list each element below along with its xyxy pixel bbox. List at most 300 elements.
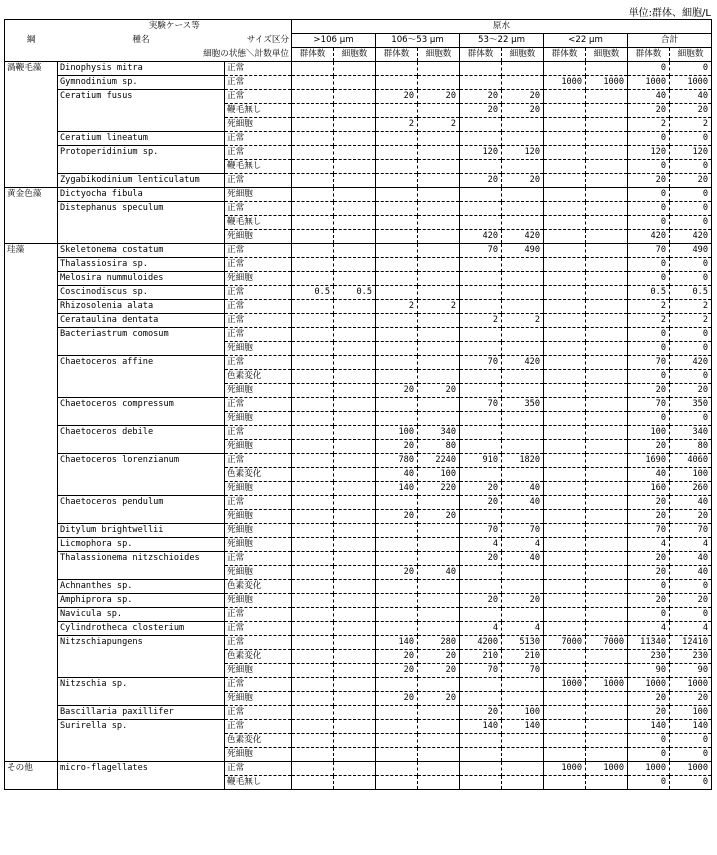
value-cell: [292, 356, 334, 370]
value-cell: [334, 622, 376, 636]
state-cell: 正常: [225, 258, 292, 272]
species-cell: Bascillaria paxillifer: [58, 706, 225, 720]
value-cell: 20: [418, 510, 460, 524]
value-cell: 210: [460, 650, 502, 664]
value-cell: [418, 412, 460, 426]
class-cell: [5, 664, 58, 678]
value-cell: 20: [502, 174, 544, 188]
value-cell: 20: [628, 594, 670, 608]
value-cell: [334, 90, 376, 104]
species-cell: [58, 776, 225, 790]
value-cell: [460, 188, 502, 202]
table-row: [5, 104, 712, 118]
species-cell: Surirella sp.: [58, 720, 225, 734]
value-cell: [502, 370, 544, 384]
value-cell: 20: [418, 650, 460, 664]
value-cell: 20: [628, 706, 670, 720]
value-cell: [334, 258, 376, 272]
value-cell: [502, 76, 544, 90]
value-cell: 0: [670, 734, 712, 748]
raw-water-label: 原水: [292, 20, 712, 34]
state-cell: 色素変化: [225, 468, 292, 482]
class-cell: [5, 692, 58, 706]
class-cell: [5, 426, 58, 440]
class-cell: [5, 314, 58, 328]
class-cell: [5, 552, 58, 566]
value-cell: [460, 328, 502, 342]
value-cell: 20: [418, 90, 460, 104]
value-cell: [292, 594, 334, 608]
value-cell: [544, 118, 586, 132]
value-cell: 140: [670, 720, 712, 734]
value-cell: 0: [670, 216, 712, 230]
value-cell: [586, 538, 628, 552]
value-cell: [586, 552, 628, 566]
value-cell: [586, 468, 628, 482]
value-cell: [418, 734, 460, 748]
value-cell: 100: [418, 468, 460, 482]
value-cell: [334, 356, 376, 370]
unit-header: 細胞数: [418, 48, 460, 62]
value-cell: 0: [628, 160, 670, 174]
class-cell: [5, 720, 58, 734]
species-cell: micro-flagellates: [58, 762, 225, 776]
state-cell: 正常: [225, 174, 292, 188]
value-cell: 0: [670, 776, 712, 790]
value-cell: [334, 76, 376, 90]
value-cell: [376, 412, 418, 426]
class-cell: [5, 468, 58, 482]
value-cell: 20: [628, 510, 670, 524]
state-cell: 正常: [225, 202, 292, 216]
table-row: [5, 202, 712, 216]
value-cell: [334, 538, 376, 552]
value-cell: [376, 188, 418, 202]
value-cell: [460, 566, 502, 580]
table-row: [5, 552, 712, 566]
value-cell: 0: [628, 216, 670, 230]
value-cell: [292, 706, 334, 720]
unit-header: 細胞数: [502, 48, 544, 62]
value-cell: 2: [670, 314, 712, 328]
value-cell: 140: [628, 720, 670, 734]
size-class-header: >106 μm: [292, 34, 376, 48]
value-cell: [418, 580, 460, 594]
species-cell: Rhizosolenia alata: [58, 300, 225, 314]
species-cell: Protoperidinium sp.: [58, 146, 225, 160]
species-cell: Chaetoceros affine: [58, 356, 225, 370]
value-cell: 90: [670, 664, 712, 678]
value-cell: [292, 468, 334, 482]
unit-header: 群体数: [628, 48, 670, 62]
value-cell: [418, 762, 460, 776]
value-cell: [586, 132, 628, 146]
value-cell: [418, 188, 460, 202]
value-cell: [502, 258, 544, 272]
value-cell: [544, 566, 586, 580]
value-cell: [334, 454, 376, 468]
value-cell: 4: [628, 538, 670, 552]
value-cell: [376, 272, 418, 286]
value-cell: [586, 524, 628, 538]
value-cell: 0: [670, 272, 712, 286]
value-cell: [418, 62, 460, 76]
species-cell: [58, 118, 225, 132]
table-row: [5, 384, 712, 398]
value-cell: 910: [460, 454, 502, 468]
species-cell: Zygabikodinium lenticulatum: [58, 174, 225, 188]
table-row: [5, 356, 712, 370]
value-cell: 20: [418, 664, 460, 678]
value-cell: [418, 720, 460, 734]
value-cell: [418, 608, 460, 622]
state-cell: 正常: [225, 146, 292, 160]
value-cell: 140: [460, 720, 502, 734]
value-cell: [544, 356, 586, 370]
value-cell: [460, 412, 502, 426]
value-cell: 20: [376, 384, 418, 398]
value-cell: [334, 580, 376, 594]
value-cell: [502, 748, 544, 762]
state-cell: 死細胞: [225, 594, 292, 608]
value-cell: 4: [460, 622, 502, 636]
value-cell: [544, 580, 586, 594]
species-cell: [58, 482, 225, 496]
table-row: [5, 230, 712, 244]
value-cell: [292, 314, 334, 328]
species-cell: Chaetoceros debile: [58, 426, 225, 440]
value-cell: 70: [460, 356, 502, 370]
state-cell: 死細胞: [225, 510, 292, 524]
value-cell: [544, 258, 586, 272]
value-cell: [586, 566, 628, 580]
value-cell: [586, 454, 628, 468]
value-cell: 20: [628, 384, 670, 398]
table-row: [5, 216, 712, 230]
value-cell: 20: [502, 104, 544, 118]
value-cell: [544, 104, 586, 118]
value-cell: 4060: [670, 454, 712, 468]
table-row: [5, 160, 712, 174]
value-cell: 1000: [544, 76, 586, 90]
value-cell: [586, 622, 628, 636]
class-cell: [5, 440, 58, 454]
value-cell: [376, 104, 418, 118]
species-cell: [58, 160, 225, 174]
state-cell: 死細胞: [225, 482, 292, 496]
table-row: [5, 62, 712, 76]
value-cell: [376, 160, 418, 174]
class-cell: 渦鞭毛藻: [5, 62, 58, 76]
value-cell: [292, 76, 334, 90]
table-row: [5, 678, 712, 692]
table-row: [5, 174, 712, 188]
unit-header: 群体数: [292, 48, 334, 62]
value-cell: [292, 566, 334, 580]
value-cell: [544, 496, 586, 510]
table-row: [5, 454, 712, 468]
value-cell: 0: [670, 258, 712, 272]
value-cell: [502, 468, 544, 482]
value-cell: [544, 202, 586, 216]
species-cell: [58, 692, 225, 706]
value-cell: [586, 258, 628, 272]
class-cell: [5, 734, 58, 748]
value-cell: [586, 776, 628, 790]
value-cell: [544, 62, 586, 76]
value-cell: 100: [670, 706, 712, 720]
value-cell: [418, 104, 460, 118]
state-cell: 正常: [225, 622, 292, 636]
table-row: [5, 440, 712, 454]
value-cell: [544, 342, 586, 356]
value-cell: 1000: [670, 678, 712, 692]
value-cell: [292, 636, 334, 650]
value-cell: [586, 440, 628, 454]
value-cell: [586, 342, 628, 356]
value-cell: [334, 216, 376, 230]
value-cell: [376, 62, 418, 76]
value-cell: [292, 244, 334, 258]
class-cell: その他: [5, 762, 58, 776]
value-cell: 0: [670, 202, 712, 216]
value-cell: 1000: [586, 762, 628, 776]
value-cell: [586, 314, 628, 328]
value-cell: [502, 580, 544, 594]
unit-header: 群体数: [460, 48, 502, 62]
value-cell: 20: [376, 566, 418, 580]
value-cell: [334, 230, 376, 244]
value-cell: 0.5: [292, 286, 334, 300]
class-cell: [5, 342, 58, 356]
state-cell: 鞭毛無し: [225, 776, 292, 790]
value-cell: [544, 734, 586, 748]
value-cell: 20: [670, 692, 712, 706]
value-cell: 20: [460, 174, 502, 188]
value-cell: [544, 776, 586, 790]
value-cell: [418, 272, 460, 286]
value-cell: [376, 594, 418, 608]
class-cell: [5, 272, 58, 286]
value-cell: [418, 748, 460, 762]
value-cell: [460, 76, 502, 90]
value-cell: [334, 650, 376, 664]
class-cell: [5, 566, 58, 580]
value-cell: [460, 734, 502, 748]
value-cell: 1000: [544, 762, 586, 776]
value-cell: [544, 188, 586, 202]
class-cell: [5, 538, 58, 552]
table-row: [5, 734, 712, 748]
value-cell: [292, 748, 334, 762]
value-cell: [418, 146, 460, 160]
class-cell: [5, 384, 58, 398]
value-cell: [292, 482, 334, 496]
state-cell: 正常: [225, 608, 292, 622]
value-cell: [586, 384, 628, 398]
value-cell: 490: [670, 244, 712, 258]
value-cell: [544, 538, 586, 552]
value-cell: [544, 748, 586, 762]
value-cell: [418, 706, 460, 720]
value-cell: 120: [460, 146, 502, 160]
state-cell: 色素変化: [225, 650, 292, 664]
value-cell: [334, 678, 376, 692]
value-cell: [544, 160, 586, 174]
value-cell: 2: [670, 300, 712, 314]
value-cell: [418, 524, 460, 538]
value-cell: 2: [418, 118, 460, 132]
value-cell: [334, 510, 376, 524]
value-cell: 20: [670, 594, 712, 608]
value-cell: 40: [502, 482, 544, 496]
value-cell: [502, 342, 544, 356]
value-cell: [502, 300, 544, 314]
value-cell: [292, 328, 334, 342]
value-cell: [502, 678, 544, 692]
value-cell: [334, 524, 376, 538]
class-cell: [5, 118, 58, 132]
table-row: [5, 566, 712, 580]
value-cell: [502, 608, 544, 622]
value-cell: [502, 510, 544, 524]
value-cell: [334, 146, 376, 160]
value-cell: [502, 734, 544, 748]
table-row: [5, 720, 712, 734]
species-cell: [58, 370, 225, 384]
value-cell: [460, 762, 502, 776]
value-cell: [334, 706, 376, 720]
value-cell: [418, 244, 460, 258]
value-cell: 1000: [670, 762, 712, 776]
class-cell: [5, 286, 58, 300]
value-cell: 420: [502, 356, 544, 370]
value-cell: [334, 188, 376, 202]
species-cell: Ceratium fusus: [58, 90, 225, 104]
state-cell: 正常: [225, 426, 292, 440]
species-cell: [58, 384, 225, 398]
value-cell: 350: [670, 398, 712, 412]
table-row: [5, 580, 712, 594]
value-cell: 80: [418, 440, 460, 454]
table-row: [5, 762, 712, 776]
state-cell: 正常: [225, 286, 292, 300]
unit-header: 細胞数: [334, 48, 376, 62]
value-cell: [586, 496, 628, 510]
value-cell: 1820: [502, 454, 544, 468]
value-cell: [586, 174, 628, 188]
table-row: [5, 132, 712, 146]
value-cell: 20: [670, 104, 712, 118]
state-cell: 正常: [225, 62, 292, 76]
value-cell: [586, 146, 628, 160]
class-cell: [5, 216, 58, 230]
value-cell: [460, 440, 502, 454]
value-cell: [334, 776, 376, 790]
state-cell: 正常: [225, 720, 292, 734]
size-class-header: 106〜53 μm: [376, 34, 460, 48]
value-cell: [376, 580, 418, 594]
value-cell: [544, 398, 586, 412]
value-cell: 160: [628, 482, 670, 496]
value-cell: [418, 174, 460, 188]
value-cell: [502, 202, 544, 216]
value-cell: 20: [628, 552, 670, 566]
value-cell: 230: [670, 650, 712, 664]
state-cell: 死細胞: [225, 230, 292, 244]
value-cell: 20: [418, 692, 460, 706]
value-cell: [334, 762, 376, 776]
value-cell: [376, 398, 418, 412]
class-cell: [5, 230, 58, 244]
value-cell: [544, 286, 586, 300]
value-cell: [586, 398, 628, 412]
value-cell: 20: [628, 440, 670, 454]
value-cell: [292, 650, 334, 664]
value-cell: [460, 426, 502, 440]
state-cell: 正常: [225, 76, 292, 90]
value-cell: 420: [670, 230, 712, 244]
value-cell: [292, 776, 334, 790]
state-cell: 死細胞: [225, 188, 292, 202]
value-cell: 0: [628, 748, 670, 762]
table-row: [5, 468, 712, 482]
value-cell: [376, 706, 418, 720]
value-cell: 0: [628, 608, 670, 622]
value-cell: [502, 132, 544, 146]
value-cell: [544, 412, 586, 426]
value-cell: [418, 160, 460, 174]
state-cell: 死細胞: [225, 538, 292, 552]
value-cell: [334, 482, 376, 496]
value-cell: [292, 524, 334, 538]
value-cell: 20: [418, 384, 460, 398]
value-cell: [292, 678, 334, 692]
species-cell: Achnanthes sp.: [58, 580, 225, 594]
value-cell: [544, 650, 586, 664]
value-cell: 20: [376, 664, 418, 678]
value-cell: [586, 356, 628, 370]
class-cell: [5, 636, 58, 650]
value-cell: [376, 552, 418, 566]
value-cell: 420: [502, 230, 544, 244]
value-cell: [376, 538, 418, 552]
table-row: [5, 258, 712, 272]
value-cell: [376, 244, 418, 258]
value-cell: [544, 384, 586, 398]
value-cell: [502, 118, 544, 132]
state-cell: 色素変化: [225, 370, 292, 384]
class-cell: 黄金色藻: [5, 188, 58, 202]
value-cell: [544, 230, 586, 244]
class-cell: [5, 622, 58, 636]
value-cell: [334, 552, 376, 566]
unit-header: 群体数: [376, 48, 418, 62]
table-row: [5, 608, 712, 622]
value-cell: 4: [502, 538, 544, 552]
value-cell: [418, 370, 460, 384]
species-cell: [58, 216, 225, 230]
table-row: [5, 300, 712, 314]
value-cell: 70: [460, 244, 502, 258]
value-cell: [292, 426, 334, 440]
value-cell: [376, 328, 418, 342]
value-cell: [502, 160, 544, 174]
value-cell: [418, 216, 460, 230]
table-row: [5, 188, 712, 202]
value-cell: 780: [376, 454, 418, 468]
state-cell: 正常: [225, 552, 292, 566]
